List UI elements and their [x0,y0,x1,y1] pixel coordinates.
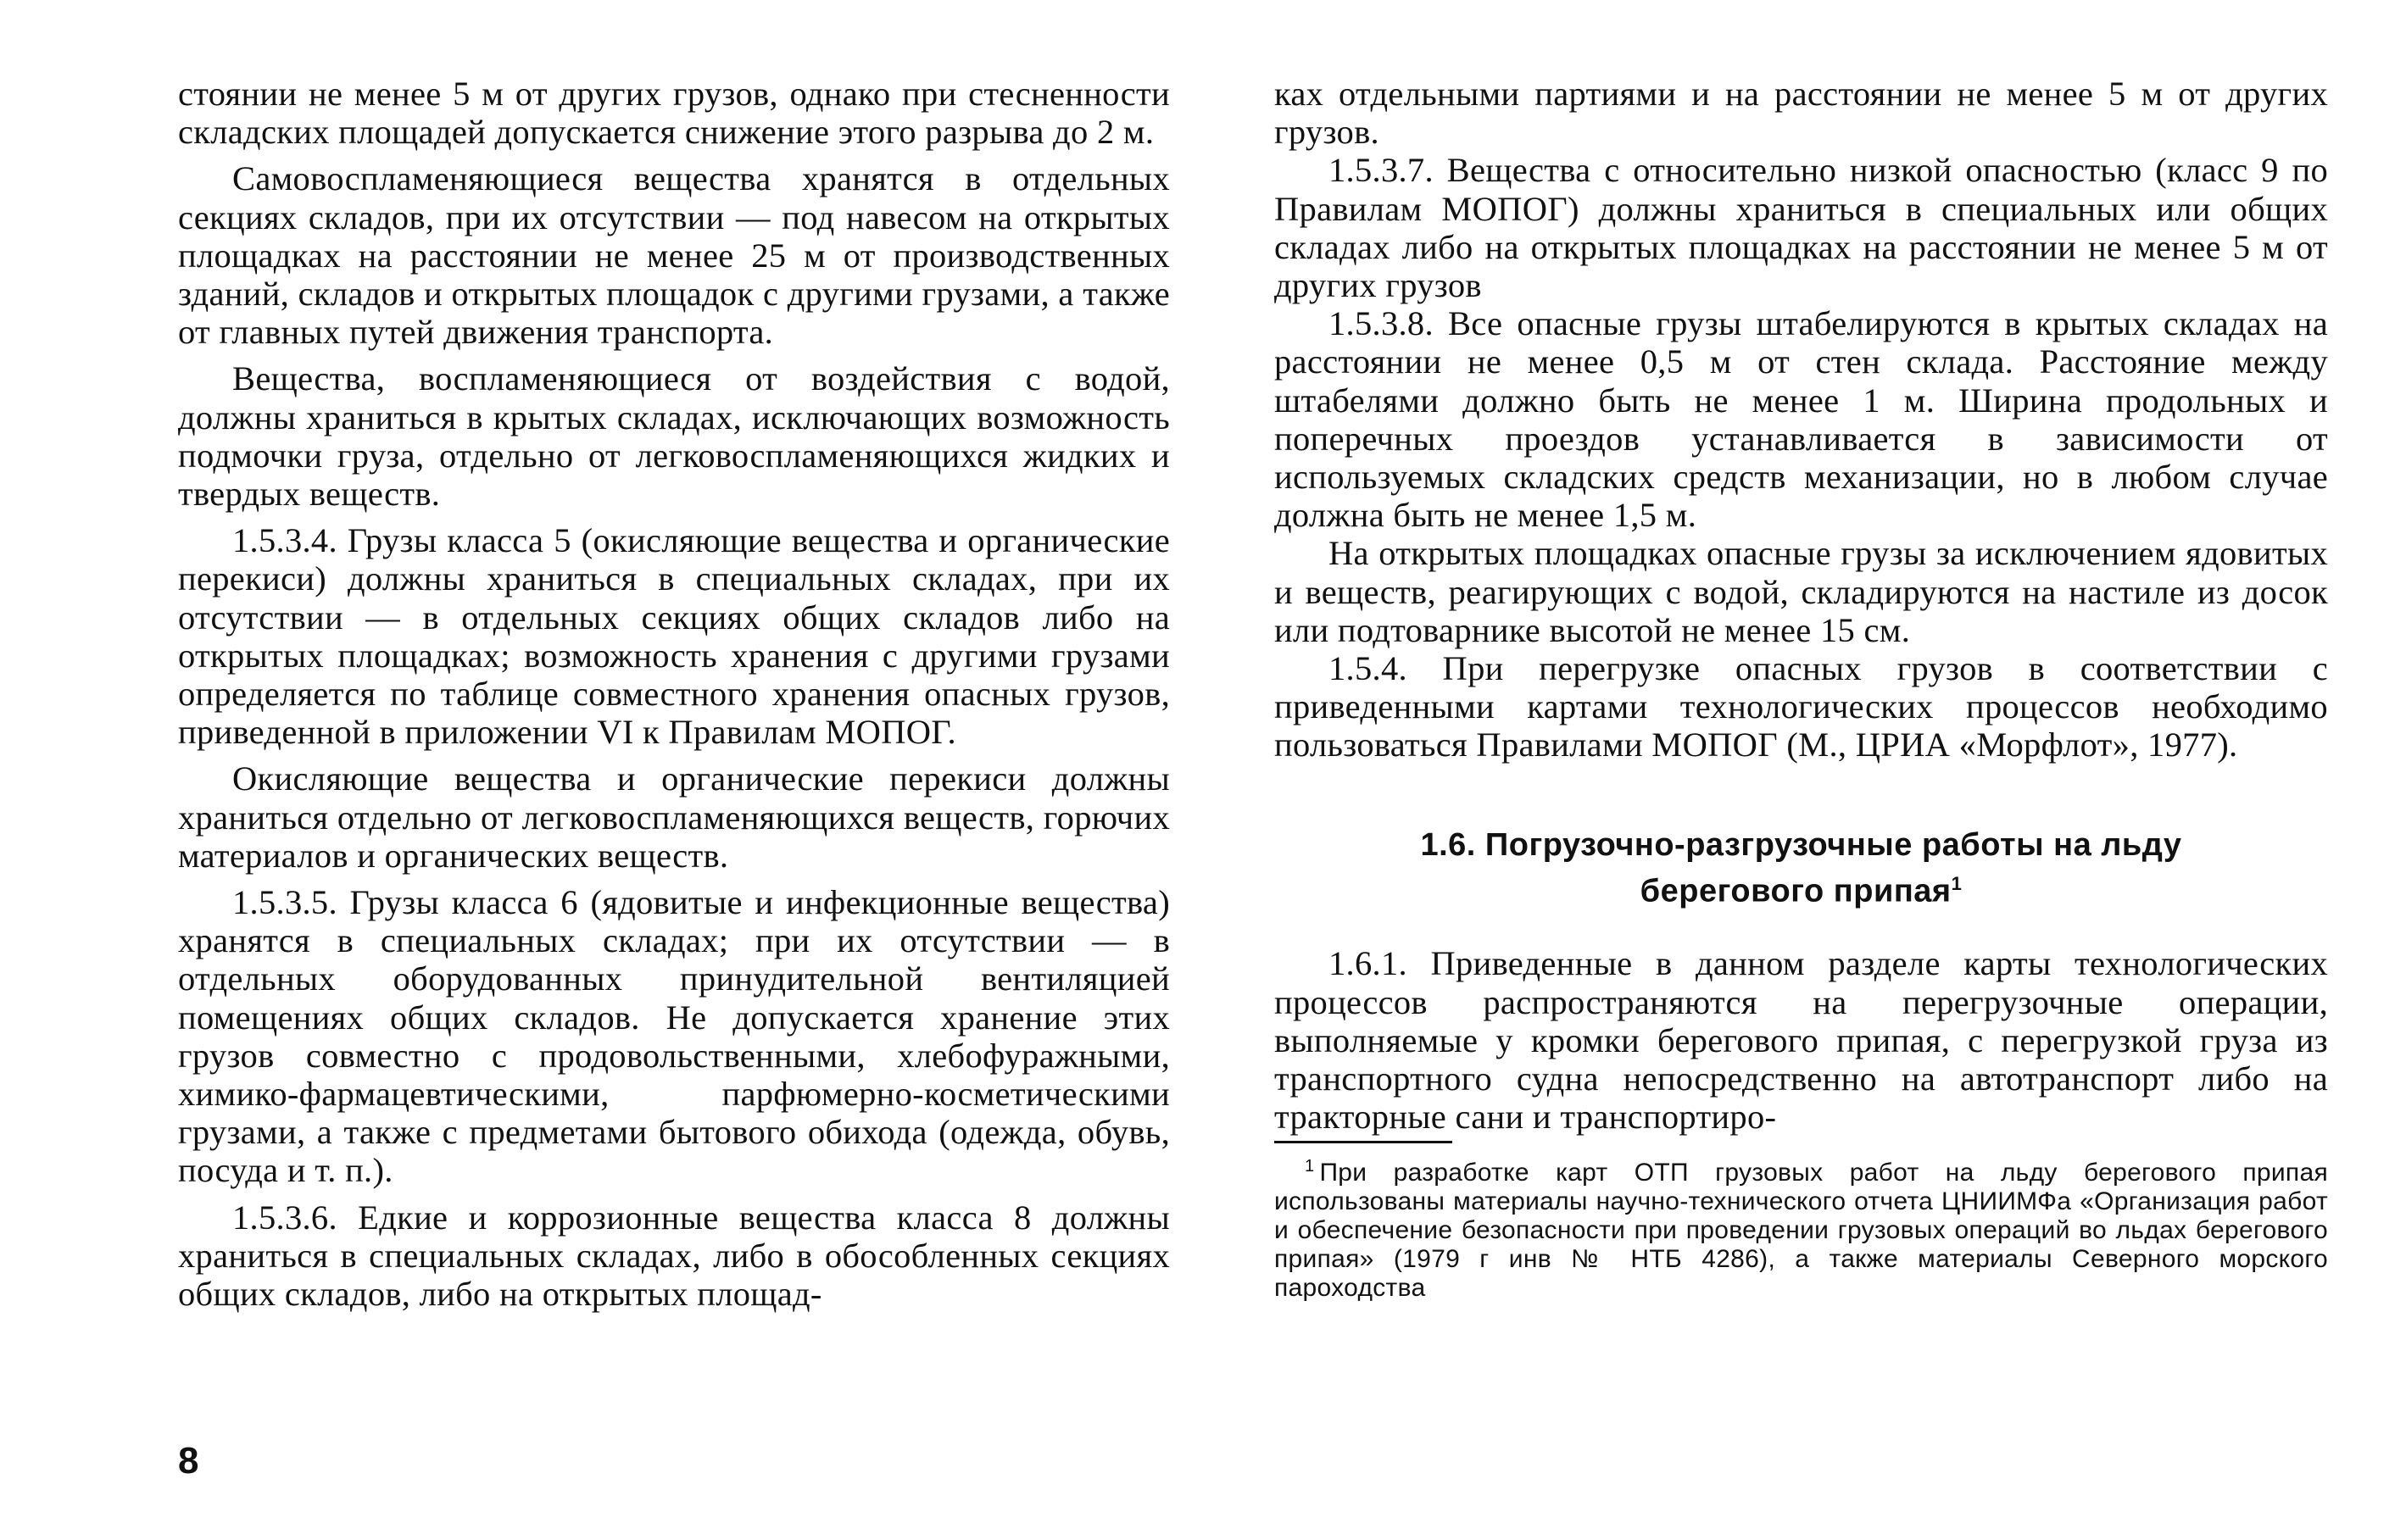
paragraph: Вещества, воспламеняющиеся от воздействия с водой, должны храниться в крытых складах, исключающих возможность подмочки груза, отдельно от легковоспламеняющихся жидких и твердых веществ. [178,359,1170,514]
paragraph: На открытых площадках опасные грузы за исключением ядовитых и веществ, реагирующих с водой, складируются на настиле из досок или подтоварнике высотой не менее 15 см. [1274,534,2328,649]
paragraph: 1.6.1. Приведенные в данном разделе карты технологических процессов распространяются на перегрузочные операции, выполняемые у кромки берегового припая, с перегрузкой груза из транспортного судна непосредственно на автотранспорт либо на тракторные сани и транспортиро- [1274,944,2328,1137]
section-heading-line: 1.6. Погрузочно-разгрузочные работы на льду [1420,826,2182,863]
footnote-text: При разработке карт ОТП грузовых работ на льду берегового припая использованы материалы научно-технического отчета ЦНИИМФа «Организация работ и обеспечение безопасности при проведении грузовых операций во льдах берегового припая» (1979 г инв № НТБ 4286), а также материалы Северного морского пароходства [1274,1159,2328,1303]
paragraph: 1.5.3.4. Грузы класса 5 (окисляющие вещества и органические перекиси) должны храниться в специальных складах, при их отсутствии — в отдельных секциях общих складов либо на открытых площадках; возможность хранения с другими грузами определяется по таблице совместного хранения опасных грузов, приведенной в приложении VI к Правилам МОПОГ. [178,521,1170,752]
paragraph: Окисляющие вещества и органические перекиси должны храниться отдельно от легковоспламеняющихся веществ, горючих материалов и органических веществ. [178,759,1170,875]
paragraph: 1.5.3.6. Едкие и коррозионные вещества класса 8 должны храниться в специальных складах, либо в обособленных секциях общих складов, либо на открытых площад- [178,1198,1170,1314]
footnote-mark: 1 [1305,1157,1315,1176]
paragraph: 1.5.3.7. Вещества с относительно низкой опасностью (класс 9 по Правилам МОПОГ) должны храниться в специальных или общих складах либо на открытых площадках на расстоянии не менее 5 м от других грузов [1274,151,2328,305]
section-heading-line-with-mark [1274,865,2328,911]
section-heading [1274,826,2328,911]
footnote [1274,1152,2328,1303]
right-page-column [1274,75,2328,1303]
paragraph: Самовоспламеняющиеся вещества хранятся в отдельных секциях складов, при их отсутствии — под навесом на открытых площадках на расстоянии не менее 25 м от производственных зданий, складов и открытых площадок с другими грузами, а также от главных путей движения транспорта. [178,159,1170,352]
paragraph: 1.5.4. При перегрузке опасных грузов в соответствии с приведенными картами технологических процессов необходимо пользоваться Правилами МОПОГ (М., ЦРИА «Морфлот», 1977). [1274,649,2328,764]
footnote-reference: 1 [1951,872,1963,894]
paragraph: 1.5.3.5. Грузы класса 6 (ядовитые и инфекционные вещества) хранятся в специальных складах; при их отсутствии — в отдельных оборудованных принудительной вентиляцией помещениях общих складов. Не допускается хранение этих грузов совместно с продовольственными, хлебофуражными, химико-фармацевтическими, парфюмерно-косметическими грузами, а также с предметами бытового обихода (одежда, обувь, посуда и т. п.). [178,883,1170,1190]
footnote-divider [1274,1141,1452,1143]
left-page-column [178,75,1170,1313]
paragraph: ках отдельными партиями и на расстоянии не менее 5 м от других грузов. [1274,75,2328,152]
paragraph: стоянии не менее 5 м от других грузов, однако при стесненности складских площадей допускается снижение этого разрыва до 2 м. [178,75,1170,152]
page-number: 8 [178,1440,199,1482]
paragraph: 1.5.3.8. Все опасные грузы штабелируются в крытых складах на расстоянии не менее 0,5 м от стен склада. Расстояние между штабелями должно быть не менее 1 м. Ширина продольных и поперечных проездов устанавливается в зависимости от используемых складских средств механизации, но в любом случае должна быть не менее 1,5 м. [1274,304,2328,535]
section-heading-line: берегового припая [1640,873,1952,909]
